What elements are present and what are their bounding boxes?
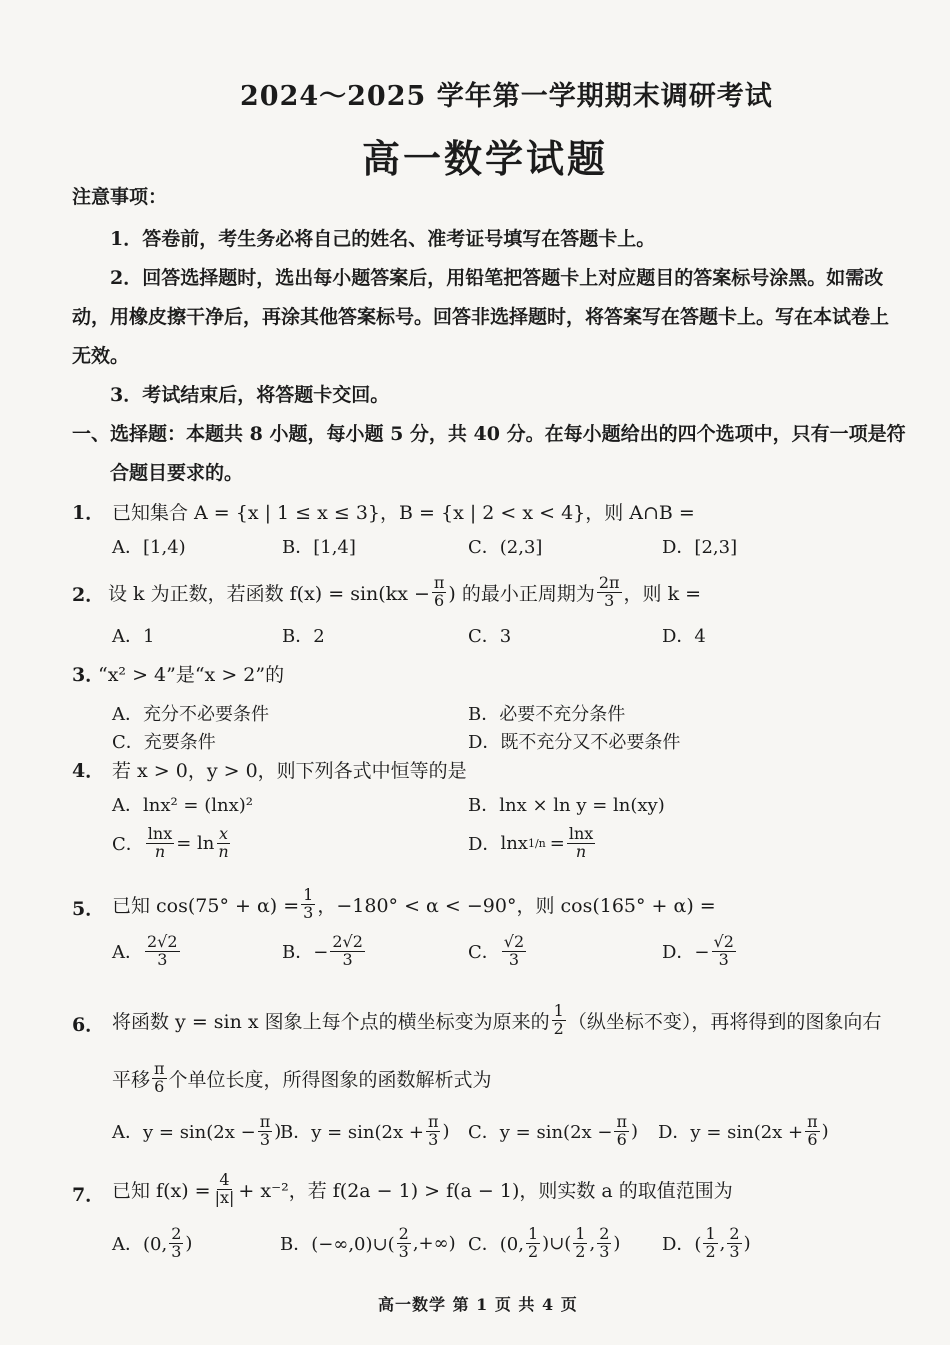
- q7-d-comma: ,: [719, 1232, 726, 1254]
- q2-stem: [108, 570, 701, 614]
- notice-item-2-line2: 动，用橡皮擦干净后，再涂其他答案标号。回答非选择题时，将答案写在答题卡上。写在本试卷上: [72, 306, 890, 328]
- q4-option-d-lhs: lnx: [500, 832, 528, 854]
- q7-option-a: [112, 1226, 192, 1261]
- q4-c-lhs-num: lnx: [147, 824, 173, 843]
- q6-two: 2: [553, 1018, 564, 1038]
- q6-six: 6: [154, 1076, 165, 1096]
- q5-c-num: √2: [503, 932, 525, 951]
- q5-c-label: C．: [468, 942, 500, 964]
- q6-stem-part-d: 个单位长度，所得图象的函数解析式为: [168, 1068, 492, 1091]
- q7-c-two-c: 2: [599, 1224, 610, 1243]
- q7-d-close: ): [743, 1232, 751, 1254]
- q2-stem-part-c: ，则 k =: [623, 582, 702, 605]
- q2-option-a: A．1: [112, 626, 155, 647]
- q3-stem: “x² > 4”是“x > 2”的: [98, 664, 285, 686]
- q7-c-fraction-3: [597, 1226, 611, 1261]
- q7-a-two: 2: [171, 1224, 182, 1243]
- q7-c-fraction-2: [573, 1226, 587, 1261]
- q2-six: 6: [434, 590, 445, 610]
- q7-option-c: [468, 1226, 620, 1261]
- q7-d-fraction-2: [727, 1226, 741, 1261]
- q3-option-d: D．既不充分又不必要条件: [468, 732, 681, 753]
- q6-a-three: 3: [259, 1129, 271, 1149]
- q4-option-c-rhs: [216, 826, 230, 861]
- q5-b-label: B．−: [282, 942, 329, 964]
- q6-b-text: B．y = sin(2x +: [280, 1122, 424, 1144]
- q7-c-comma: ,: [589, 1232, 596, 1254]
- q5-stem-part-a: 已知 cos(75° + α) =: [112, 894, 300, 917]
- q6-fraction-pi-6: [152, 1058, 167, 1096]
- q7-option-d: [662, 1226, 751, 1261]
- q2-option-d: D．4: [662, 626, 706, 647]
- q7-stem-part-a: 已知 f(x) =: [112, 1179, 211, 1202]
- q2-number: 2．: [72, 584, 105, 606]
- q1-option-d: D．[2,3]: [662, 537, 738, 558]
- q6-option-b: [280, 1114, 450, 1149]
- q6-option-c: [468, 1114, 638, 1149]
- subject-title: 高一数学试题: [362, 136, 609, 181]
- q4-option-d-label: D．: [468, 834, 501, 856]
- q2-two-pi: 2π: [598, 572, 620, 592]
- q7-c-close: ): [613, 1232, 621, 1254]
- q6-c-fraction: [614, 1114, 629, 1149]
- q7-option-b: [280, 1226, 456, 1261]
- q7-d-one: 1: [705, 1224, 716, 1243]
- q6-stem-part-c: 平移: [112, 1068, 151, 1091]
- section-1-line1: 一、选择题：本题共 8 小题，每小题 5 分，共 40 分。在每小题给出的四个选项中，只有一项是符: [72, 423, 906, 445]
- q4-d-rhs-num: lnx: [568, 824, 594, 843]
- q4-stem: 若 x > 0，y > 0，则下列各式中恒等的是: [112, 760, 467, 782]
- q6-b-three: 3: [428, 1129, 439, 1149]
- q4-c-rhs-num: x: [219, 824, 229, 843]
- q5-a-num: 2√2: [147, 932, 178, 951]
- q6-a-text: A．y = sin(2x −: [112, 1122, 256, 1144]
- q2-fraction-2pi-3: [597, 572, 622, 610]
- q7-b-fraction: [397, 1226, 411, 1261]
- q6-a-close: ): [274, 1120, 282, 1142]
- q1-number: 1．: [72, 502, 105, 524]
- q7-absx: |x|: [214, 1187, 235, 1207]
- q6-stem-part-a: 将函数 y = sin x 图象上每个点的横坐标变为原来的: [112, 1010, 550, 1033]
- q3-option-c: C．充要条件: [112, 732, 216, 753]
- q2-option-b: B．2: [282, 626, 325, 647]
- q7-d-two-b: 2: [729, 1224, 740, 1243]
- q4-c-rhs-den: n: [218, 841, 229, 861]
- q7-d-three: 3: [729, 1241, 740, 1261]
- q7-fraction-4-absx: [213, 1169, 237, 1207]
- q5-three: 3: [303, 902, 314, 922]
- q7-c-one: 1: [527, 1224, 539, 1243]
- q7-a-close: ): [185, 1232, 193, 1254]
- q6-number: 6．: [72, 1014, 105, 1036]
- q7-c-two: 2: [527, 1241, 539, 1261]
- q7-four: 4: [219, 1169, 230, 1189]
- q6-stem-line2: [112, 1056, 492, 1100]
- q4-d-rhs-den: n: [575, 841, 587, 861]
- q3-option-b: B．必要不充分条件: [468, 704, 626, 725]
- q7-c-open: C．(0,: [468, 1234, 524, 1256]
- q5-d-fraction: [712, 934, 736, 969]
- q6-d-close: ): [821, 1120, 829, 1142]
- q1-option-a: A．[1,4): [112, 537, 186, 558]
- q7-b-two: 2: [398, 1224, 409, 1243]
- q5-d-label: D．−: [662, 942, 710, 964]
- q4-option-c-lhs: [146, 826, 174, 861]
- q4-option-c-mid: = ln: [176, 832, 215, 854]
- q6-c-pi: π: [616, 1112, 627, 1131]
- q4-option-a: A．lnx² = (lnx)²: [112, 795, 254, 816]
- q6-a-fraction: [258, 1114, 273, 1149]
- q7-c-two-b: 2: [575, 1241, 586, 1261]
- q7-c-union: )∪(: [542, 1232, 572, 1254]
- q6-stem-part-b: （纵坐标不变），再将得到的图象向右: [567, 1010, 882, 1033]
- q5-c-fraction: [502, 934, 526, 969]
- notice-item-3: 3．考试结束后，将答题卡交回。: [110, 384, 390, 406]
- q7-c-fraction-1: [526, 1226, 540, 1261]
- q6-c-text: C．y = sin(2x −: [468, 1122, 613, 1144]
- q5-option-d: [662, 934, 738, 969]
- q5-d-num: √2: [713, 932, 734, 951]
- q5-option-b: [282, 934, 367, 969]
- q5-a-label: A．: [112, 942, 143, 964]
- q7-a-fraction: [169, 1226, 183, 1261]
- q7-d-open: D．(: [662, 1234, 702, 1256]
- q5-b-den: 3: [342, 949, 353, 969]
- q6-c-six: 6: [616, 1129, 627, 1149]
- q5-b-fraction: [330, 934, 365, 969]
- q7-b-three: 3: [398, 1241, 409, 1261]
- q5-stem: [112, 882, 716, 926]
- q1-stem: 已知集合 A = {x | 1 ≤ x ≤ 3}，B = {x | 2 < x < 4}，则 A∩B =: [112, 502, 695, 524]
- q4-c-lhs-den: n: [154, 841, 166, 861]
- q5-option-c: [468, 934, 528, 969]
- q6-a-pi: π: [259, 1112, 271, 1131]
- q4-option-d: [468, 826, 597, 861]
- q4-option-d-exponent: 1/n: [527, 836, 546, 850]
- q5-b-num: 2√2: [332, 932, 363, 951]
- q4-option-c: [112, 826, 233, 861]
- page-footer: 高一数学 第 1 页 共 4 页: [378, 1295, 578, 1314]
- q7-b-close: ,+∞): [412, 1232, 456, 1254]
- exam-title: 2024～2025 学年第一学期期末调研考试: [240, 81, 773, 112]
- q5-stem-part-b: ，−180° < α < −90°，则 cos(165° + α) =: [317, 894, 716, 917]
- q6-c-close: ): [631, 1120, 639, 1142]
- q2-pi: π: [433, 572, 445, 592]
- q5-c-den: 3: [508, 949, 520, 969]
- q5-one: 1: [303, 884, 314, 904]
- q7-d-fraction-1: [703, 1226, 717, 1261]
- q7-d-two: 2: [705, 1241, 716, 1261]
- q5-d-den: 3: [718, 949, 729, 969]
- q4-option-d-mid: =: [549, 832, 565, 854]
- q3-option-a: A．充分不必要条件: [112, 704, 269, 725]
- q7-stem: [112, 1166, 733, 1212]
- q2-option-c: C．3: [468, 626, 512, 647]
- q6-stem-line1: [112, 998, 881, 1042]
- q6-b-fraction: [426, 1114, 441, 1149]
- q6-pi: π: [154, 1058, 165, 1078]
- q1-option-b: B．[1,4]: [282, 537, 356, 558]
- q6-option-a: [112, 1114, 281, 1149]
- q5-a-fraction: [145, 934, 180, 969]
- q6-option-d: [658, 1114, 829, 1149]
- q5-number: 5．: [72, 898, 105, 920]
- q6-one: 1: [553, 1000, 564, 1020]
- q6-b-pi: π: [427, 1112, 439, 1131]
- q6-fraction-1-2: [552, 1000, 566, 1038]
- q3-number: 3．: [72, 664, 105, 686]
- q4-number: 4．: [72, 760, 105, 782]
- q7-c-three: 3: [599, 1241, 610, 1261]
- notice-item-1: 1．答卷前，考生务必将自己的姓名、准考证号填写在答题卡上。: [110, 228, 656, 250]
- q5-a-den: 3: [157, 949, 168, 969]
- q2-stem-part-b: ) 的最小正周期为: [448, 582, 595, 605]
- q7-stem-part-b: + x⁻²，若 f(2a − 1) > f(a − 1)，则实数 a 的取值范围为: [238, 1179, 733, 1202]
- q5-fraction-1-3: [301, 884, 315, 922]
- q6-d-pi: π: [807, 1112, 818, 1131]
- q6-b-close: ): [442, 1120, 450, 1142]
- notice-item-2-line3: 无效。: [72, 345, 130, 367]
- q6-d-fraction: [805, 1114, 820, 1149]
- q5-option-a: [112, 934, 182, 969]
- q7-a-open: A．(0,: [112, 1234, 168, 1256]
- q6-d-six: 6: [807, 1129, 818, 1149]
- q6-d-text: D．y = sin(2x +: [658, 1122, 804, 1144]
- q4-option-c-label: C．: [112, 834, 144, 856]
- q7-a-three: 3: [171, 1241, 182, 1261]
- notice-item-2-line1: 2．回答选择题时，选出每小题答案后，用铅笔把答题卡上对应题目的答案标号涂黑。如需改: [110, 267, 884, 289]
- q7-b-open: B．(−∞,0)∪(: [280, 1234, 395, 1256]
- q2-three: 3: [604, 590, 615, 610]
- q2-stem-part-a: 设 k 为正数，若函数 f(x) = sin(kx −: [108, 582, 430, 605]
- notice-heading: 注意事项：: [72, 186, 168, 208]
- q7-c-one-b: 1: [575, 1224, 586, 1243]
- q2-fraction-pi-6: [432, 572, 447, 610]
- q4-option-d-rhs: [567, 826, 595, 861]
- q7-number: 7．: [72, 1184, 105, 1206]
- q1-option-c: C．(2,3]: [468, 537, 543, 558]
- section-1-line2: 合题目要求的。: [110, 462, 244, 484]
- q4-option-b: B．lnx × ln y = ln(xy): [468, 795, 665, 816]
